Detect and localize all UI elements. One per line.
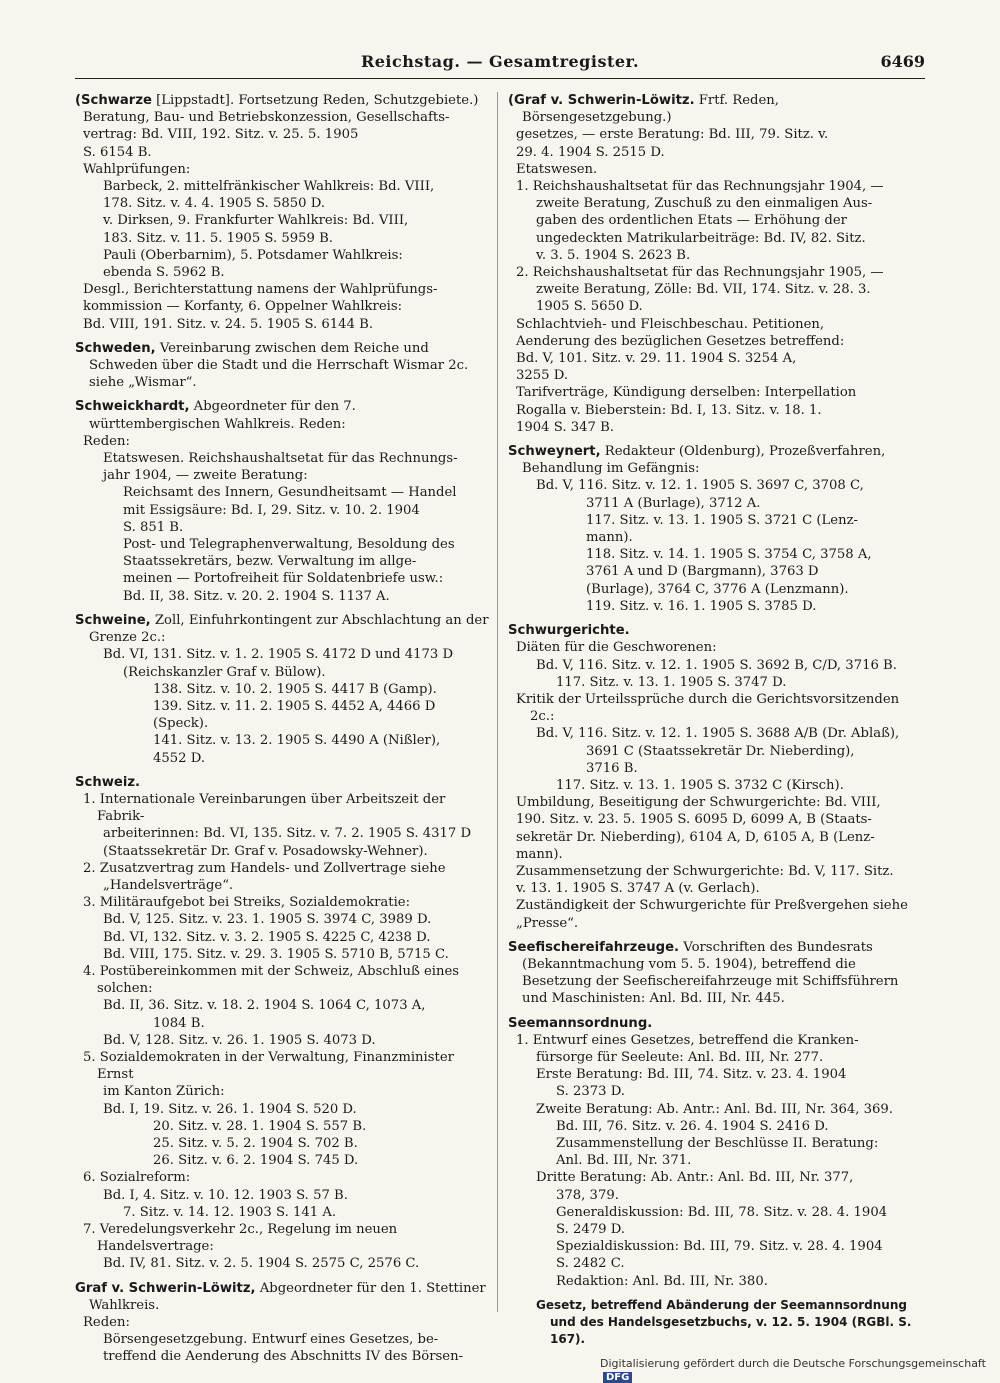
entry-line: vertrag: Bd. VIII, 192. Sitz. v. 25. 5. 1905 [83,127,359,143]
index-entry [508,92,924,436]
entry-line: Bd. VI, 131. Sitz. v. 1. 2. 1905 S. 4172 D und 4173 D [103,647,454,663]
entry-heading-text: Frtf. Reden, Börsengesetzgebung.) [522,93,779,126]
entry-line: Generaldiskussion: Bd. III, 78. Sitz. v. 28. 4. 1904 [556,1204,888,1220]
entry-line: (Staatssekretär Dr. Graf v. Posadowsky-Wehner). [103,843,428,859]
index-entry [75,612,491,767]
entry-line: 4552 D. [153,750,206,766]
entry-heading: Schweickhardt, [75,399,190,415]
entry-line: 117. Sitz. v. 13. 1. 1905 S. 3721 C (Lenz- [586,512,858,528]
entry-heading: Schweynert, [508,444,601,460]
entry-line: Bd. II, 38. Sitz. v. 20. 2. 1904 S. 1137 A. [123,588,390,604]
index-entry [75,774,491,1273]
entry-line: Anl. Bd. III, Nr. 371. [556,1153,692,1169]
entry-line: ungedeckten Matrikularbeiträge: Bd. IV, 82. Sitz. [536,230,866,246]
entry-line: Spezialdiskussion: Bd. III, 79. Sitz. v. 28. 4. 1904 [556,1239,883,1255]
entry-line: Post- und Telegraphenverwaltung, Besoldung des [123,537,455,553]
entry-line: 25. Sitz. v. 5. 2. 1904 S. 702 B. [153,1135,358,1151]
entry-line: Diäten für die Geschworenen: [516,640,717,656]
entry-heading-text: Redakteur (Oldenburg), Prozeßverfahren, Behandlung im Gefängnis: [522,444,886,477]
entry-line: zweite Beratung, Zuschuß zu den einmaligen Aus- [536,196,873,212]
index-entry [75,398,491,604]
entry-line: Schlachtvieh- und Fleischbeschau. Petitionen, [516,316,825,332]
entry-line: 3711 A (Burlage), 3712 A. [586,495,761,511]
entry-line: 6. Sozialreform: [83,1170,191,1186]
entry-line: Bd. V, 125. Sitz. v. 23. 1. 1905 S. 3974 C, 3989 D. [103,912,432,928]
entry-line: meinen — Portofreiheit für Soldatenbriefe usw.: [123,571,444,587]
entry-line: v. 13. 1. 1905 S. 3747 A (v. Gerlach). [516,881,760,897]
entry-line: S. 6154 B. [83,144,152,160]
entry-heading-text: Abgeordneter für den 1. Stettiner Wahlkreis. [89,1280,486,1313]
entry-line: Bd. III, 76. Sitz. v. 26. 4. 1904 S. 2416 D. [556,1118,829,1134]
footer-text: Digitalisierung gefördert durch die Deutsche Forschungsgemeinschaft [600,1357,986,1370]
entry-line: Beratung, Bau- und Betriebskonzession, Gesellschafts- [83,110,450,126]
entry-heading: Graf v. Schwerin-Löwitz, [75,1280,256,1296]
entry-line: Wahlprüfungen: [83,161,191,177]
entry-line: fürsorge für Seeleute: Anl. Bd. III, Nr. 277. [536,1049,824,1065]
entry-heading-line [508,92,924,126]
index-entry [508,622,924,932]
entry-line: v. 3. 5. 1904 S. 2623 B. [536,247,691,263]
entry-line: 3691 C (Staatssekretär Dr. Nieberding), [586,743,855,759]
entry-line: S. 2479 D. [556,1222,625,1237]
entry-heading-line [75,612,491,646]
entry-line: Zweite Beratung: Ab. Antr.: Anl. Bd. III, Nr. 364, 369. [536,1101,893,1117]
entry-line: Barbeck, 2. mittelfränkischer Wahlkreis: Bd. VIII, [103,179,435,195]
entry-line: sekretär Dr. Nieberding), 6104 A, D, 6105 A, B (Lenz- [516,829,875,845]
entry-line: 1905 S. 5650 D. [536,299,643,315]
index-entry [508,939,924,1008]
entry-line: 4. Postübereinkommen mit der Schweiz, Abschluß eines solchen: [83,963,460,997]
entry-heading-line [75,1280,491,1314]
entry-heading-line [75,774,491,791]
entry-line: 2. Reichshaushaltsetat für das Rechnungsjahr 1905, — [516,265,884,281]
entry-line: 139. Sitz. v. 11. 2. 1905 S. 4452 A, 4466 D [153,698,436,714]
entry-line: Bd. I, 4. Sitz. v. 10. 12. 1903 S. 57 B. [103,1187,348,1203]
entry-line: „Presse“. [516,915,579,931]
entry-line: Rogalla v. Bieberstein: Bd. I, 13. Sitz. v. 18. 1. [516,402,822,418]
entry-line: Bd. V, 116. Sitz. v. 12. 1. 1905 S. 3697 C, 3708 C, [536,478,864,494]
entry-line: Kritik der Urteilssprüche durch die Gerichtsvorsitzenden 2c.: [516,691,900,725]
right-column [508,92,924,1355]
entry-line: 1. Internationale Vereinbarungen über Arbeitszeit der Fabrik- [83,791,446,825]
entry-line: 7. Veredelungsverkehr 2c., Regelung im neuen Handelsvertrage: [83,1222,398,1255]
entry-line: 3255 D. [516,368,569,384]
entry-line: S. 851 B. [123,519,184,535]
entry-line: S. 2373 D. [556,1084,625,1100]
column-divider [497,92,498,1312]
entry-line: 141. Sitz. v. 13. 2. 1905 S. 4490 A (Nißler), [153,733,441,749]
entry-heading: (Graf v. Schwerin-Löwitz. [508,93,695,108]
entry-line: 138. Sitz. v. 10. 2. 1905 S. 4417 B (Gamp). [153,681,437,697]
entry-line: 1904 S. 347 B. [516,419,614,435]
entry-line: ebenda S. 5962 B. [103,265,225,281]
entry-line: (Speck). [153,716,209,732]
entry-line: 26. Sitz. v. 6. 2. 1904 S. 745 D. [153,1153,359,1169]
entry-line: Bd. V, 116. Sitz. v. 12. 1. 1905 S. 3692 B, C/D, 3716 B. [536,657,897,673]
entry-line: (Burlage), 3764 C, 3776 A (Lenzmann). [586,581,849,597]
entry-line: Reden: [83,433,130,449]
entry-line: 1. Entwurf eines Gesetzes, betreffend die Kranken- [516,1032,859,1048]
dfg-logo: DFG [603,1372,632,1383]
entry-line: mann). [586,530,633,546]
entry-line: 117. Sitz. v. 13. 1. 1905 S. 3732 C (Kirsch). [556,777,844,793]
header-title: Reichstag. — Gesamtregister. [360,52,640,71]
entry-line: Aenderung des bezüglichen Gesetzes betreffend: [516,333,845,349]
entry-heading: Schwurgerichte. [508,623,630,639]
entry-heading: Seemannsordnung. [508,1015,653,1031]
left-column [75,92,491,1373]
entry-line: 190. Sitz. v. 23. 5. 1905 S. 6095 D, 6099 A, B (Staats- [516,812,872,828]
entry-heading: Schweden, [75,340,156,356]
entry-heading-line [508,939,924,1008]
entry-line: 5. Sozialdemokraten in der Verwaltung, Finanzminister Ernst [83,1049,454,1083]
entry-line: Bd. VIII, 191. Sitz. v. 24. 5. 1905 S. 6144 B. [83,316,374,332]
entry-line: 3761 A und D (Bargmann), 3763 D [586,564,819,580]
entry-line: Umbildung, Beseitigung der Schwurgerichte: Bd. VIII, [516,795,881,811]
entry-line: 1084 B. [153,1015,205,1031]
entry-heading-line [508,622,924,639]
entry-line: Bd. VI, 132. Sitz. v. 3. 2. 1905 S. 4225 C, 4238 D. [103,929,431,945]
index-entry [75,1280,491,1366]
entry-line: Bd. VIII, 175. Sitz. v. 29. 3. 1905 S. 5710 B, 5715 C. [103,946,449,962]
entry-line: 178. Sitz. v. 4. 4. 1905 S. 5850 D. [103,196,326,212]
entry-line: v. Dirksen, 9. Frankfurter Wahlkreis: Bd. VIII, [103,213,409,229]
entry-line: „Handelsverträge“. [103,877,234,893]
entry-heading-line [508,443,924,477]
entry-line: kommission — Korfanty, 6. Oppelner Wahlkreis: [83,299,403,315]
entry-line: im Kanton Zürich: [103,1084,225,1100]
page-header [75,52,925,79]
entry-line: 117. Sitz. v. 13. 1. 1905 S. 3747 D. [556,674,787,690]
entry-heading: (Schwarze [75,93,152,108]
index-entry [508,443,924,615]
entry-line: 3716 B. [586,760,638,776]
entry-heading-line [75,398,491,432]
entry-line: treffend die Aenderung des Abschnitts IV des Börsen- [103,1349,464,1365]
entry-line: Bd. II, 36. Sitz. v. 18. 2. 1904 S. 1064 C, 1073 A, [103,998,426,1014]
page-number: 6469 [880,52,925,71]
entry-line: 2. Zusatzvertrag zum Handels- und Zollvertrage siehe [83,860,446,876]
entry-line: 183. Sitz. v. 11. 5. 1905 S. 5959 B. [103,230,333,246]
entry-line: Bd. IV, 81. Sitz. v. 2. 5. 1904 S. 2575 C, 2576 C. [103,1256,420,1272]
entry-heading-text: [Lippstadt]. Fortsetzung Reden, Schutzgebiete.) [151,93,479,108]
entry-line: 1. Reichshaushaltsetat für das Rechnungsjahr 1904, — [516,179,884,195]
entry-line: S. 2482 C. [556,1256,625,1272]
entry-line: Etatswesen. Reichshaushaltsetat für das Rechnungs- [103,451,458,467]
entry-line: arbeiterinnen: Bd. VI, 135. Sitz. v. 7. 2. 1905 S. 4317 D [103,826,472,842]
entry-line: 378, 379. [556,1187,619,1203]
entry-line: Bd. V, 128. Sitz. v. 26. 1. 1905 S. 4073 D. [103,1032,376,1048]
index-entry [75,340,491,392]
entry-line: Börsengesetzgebung. Entwurf eines Gesetzes, be- [103,1332,439,1348]
entry-line: 29. 4. 1904 S. 2515 D. [516,144,665,160]
entry-heading: Seefischereifahrzeuge. [508,939,680,955]
entry-line: Bd. V, 101. Sitz. v. 29. 11. 1904 S. 3254 A, [516,351,797,367]
entry-line: gaben des ordentlichen Etats — Erhöhung der [536,213,847,229]
law-note: Gesetz, betreffend Abänderung der Seemannsordnung und des Handelsgesetzbuchs, v. 12. 5. 1904 (RGBl. S. 167). [536,1297,912,1347]
index-entry [75,92,491,333]
entry-line: Reichsamt des Innern, Gesundheitsamt — Handel [123,485,457,501]
entry-line: Redaktion: Anl. Bd. III, Nr. 380. [556,1273,768,1289]
entry-line: Erste Beratung: Bd. III, 74. Sitz. v. 23. 4. 1904 [536,1067,847,1083]
entry-line: Zusammensetzung der Schwurgerichte: Bd. V, 117. Sitz. [516,863,894,879]
entry-line: mit Essigsäure: Bd. I, 29. Sitz. v. 10. 2. 1904 [123,502,420,518]
entry-line: Desgl., Berichterstattung namens der Wahlprüfungs- [83,282,438,298]
entry-line: Tarifverträge, Kündigung derselben: Interpellation [516,385,857,401]
entry-heading-text: Vorschriften des Bundesrats (Bekanntmachung vom 5. 5. 1904), betreffend die Besetzung der Seefischereifahrzeuge mit Schiffsführern und Maschinisten: Anl. Bd. III, Nr. 445. [522,939,899,1007]
entry-heading: Schweine, [75,612,151,628]
entry-line: Bd. I, 19. Sitz. v. 26. 1. 1904 S. 520 D. [103,1101,357,1117]
entry-heading-line [508,1015,924,1032]
entry-line: zweite Beratung, Zölle: Bd. VII, 174. Sitz. v. 28. 3. [536,282,871,298]
footer-credit [600,1357,1000,1383]
entry-line: Etatswesen. [516,161,598,177]
entry-heading-text: Zoll, Einfuhrkontingent zur Abschlachtung an der Grenze 2c.: [89,612,489,646]
index-entry [508,1297,924,1349]
entry-heading-text: Abgeordneter für den 7. württembergischen Wahlkreis. Reden: [89,399,356,432]
entry-line: 20. Sitz. v. 28. 1. 1904 S. 557 B. [153,1118,367,1134]
entry-line: Zuständigkeit der Schwurgerichte für Preßvergehen siehe [516,898,908,914]
index-entry [508,1015,924,1290]
entry-line: Reden: [83,1315,130,1331]
entry-line: jahr 1904, — zweite Beratung: [103,468,308,484]
entry-line: Bd. V, 116. Sitz. v. 12. 1. 1905 S. 3688 A/B (Dr. Ablaß), [536,726,900,742]
entry-line: 3. Militäraufgebot bei Streiks, Sozialdemokratie: [83,895,411,911]
entry-line: Dritte Beratung: Ab. Antr.: Anl. Bd. III, Nr. 377, [536,1170,854,1186]
entry-line: Zusammenstellung der Beschlüsse II. Beratung: [556,1135,879,1151]
entry-line: Pauli (Oberbarnim), 5. Potsdamer Wahlkreis: [103,247,403,263]
entry-line: mann). [516,846,563,862]
entry-line: (Reichskanzler Graf v. Bülow). [123,664,326,680]
entry-heading-text: Vereinbarung zwischen dem Reiche und Schweden über die Stadt und die Herrschaft Wismar 2c. siehe „Wismar“. [89,340,469,391]
entry-line: 7. Sitz. v. 14. 12. 1903 S. 141 A. [123,1204,337,1220]
entry-line: 119. Sitz. v. 16. 1. 1905 S. 3785 D. [586,598,817,614]
entry-heading: Schweiz. [75,774,141,790]
entry-line: Staatssekretärs, bezw. Verwaltung im allge- [123,554,417,570]
entry-line: gesetzes, — erste Beratung: Bd. III, 79. Sitz. v. [516,127,829,143]
entry-heading-line [75,92,491,109]
entry-line: 118. Sitz. v. 14. 1. 1905 S. 3754 C, 3758 A, [586,547,872,563]
entry-heading-line [75,340,491,392]
